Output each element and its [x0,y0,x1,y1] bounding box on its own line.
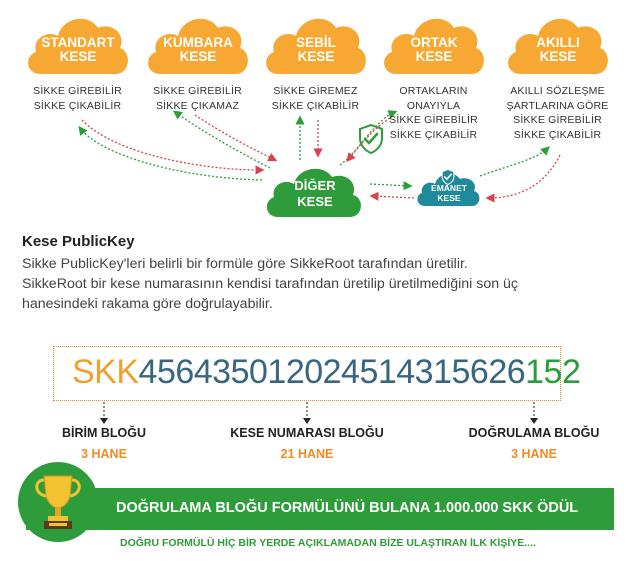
wallet-name: EMANET KESE [431,183,467,203]
arrow-standart-out [82,120,262,170]
wallet-emanet [414,168,484,208]
key-number: 456435012024514315626 [138,353,526,391]
arrow-standart-in [80,128,262,180]
wallet-standart [22,6,134,78]
block-label-dogrulama: DOĞRULAMA BLOĞU [468,426,600,440]
wallet-akilli [502,6,614,78]
banner-subtitle: DOĞRU FORMÜLÜ HİÇ BİR YERDE AÇIKLAMADAN BİZE ULAŞTIRAN İLK KİŞİYE.... [120,537,536,549]
arrow-kumbara-out [195,115,275,160]
wallet-desc-kumbara: SİKKE GİREBİLİR SİKKE ÇIKAMAZ [153,85,242,112]
wallet-diagram [0,0,640,225]
block-label-birim: BİRİM BLOĞU [61,426,147,440]
wallet-name: SEBİL KESE [296,35,336,64]
wallet-ortak [378,6,490,78]
section-body: Sikke PublicKey'leri belirli bir formüle göre SikkeRoot tarafından üretilir. SikkeRoot bir kese numarasının kendisi tarafından üretilip üretilmediğini son üç hanesindeki rakama göre doğrulayabilir. [22,256,519,312]
shield-check-icon [358,124,384,154]
section-title: Kese PublicKey [22,233,135,250]
block-pointers [0,400,640,426]
wallet-name: KUMBARA KESE [163,35,233,64]
block-count-dogrulama: 3 HANE [511,447,557,461]
wallet-desc-standart: SİKKE GİREBİLİR SİKKE ÇIKABİLİR [33,85,122,112]
block-label-kese: KESE NUMARASI BLOĞU [230,426,384,440]
wallet-name: DİĞER KESE [294,178,336,209]
arrow-escrow-out [372,196,414,198]
arrow-akilli-out [488,155,560,198]
trophy-badge [18,462,98,542]
reward-banner [26,488,614,530]
wallet-kumbara [142,6,254,78]
wallet-diger [262,160,368,220]
key-prefix: SKK [72,353,139,391]
trophy-icon [18,462,98,542]
block-count-birim: 3 HANE [81,447,127,461]
wallet-desc-sebil: SİKKE GİREMEZ SİKKE ÇIKABİLİR [271,85,360,112]
banner-title: DOĞRULAMA BLOĞU FORMÜLÜNÜ BULANA 1.000.000 SKK ÖDÜL [116,500,579,516]
block-count-kese: 21 HANE [280,447,334,461]
arrow-akilli-in [480,148,548,176]
wallet-name: AKILLI KESE [536,35,580,64]
wallet-name: ORTAK KESE [410,35,458,64]
wallet-name: STANDART KESE [41,35,115,64]
wallet-sebil [260,6,372,78]
wallet-desc-ortak: ORTAKLARIN ONAYIYLA SİKKE GİREBİLİR SİKKE ÇIKABİLİR [389,85,478,141]
public-key-example [72,351,580,393]
wallet-desc-akilli: AKILLI SÖZLEŞME ŞARTLARINA GÖRE SİKKE GİREBİLİR SİKKE ÇIKABİLİR [506,85,609,141]
arrow-kumbara-in [175,112,270,168]
arrow-escrow-in [370,184,410,186]
key-check: 152 [525,353,581,391]
